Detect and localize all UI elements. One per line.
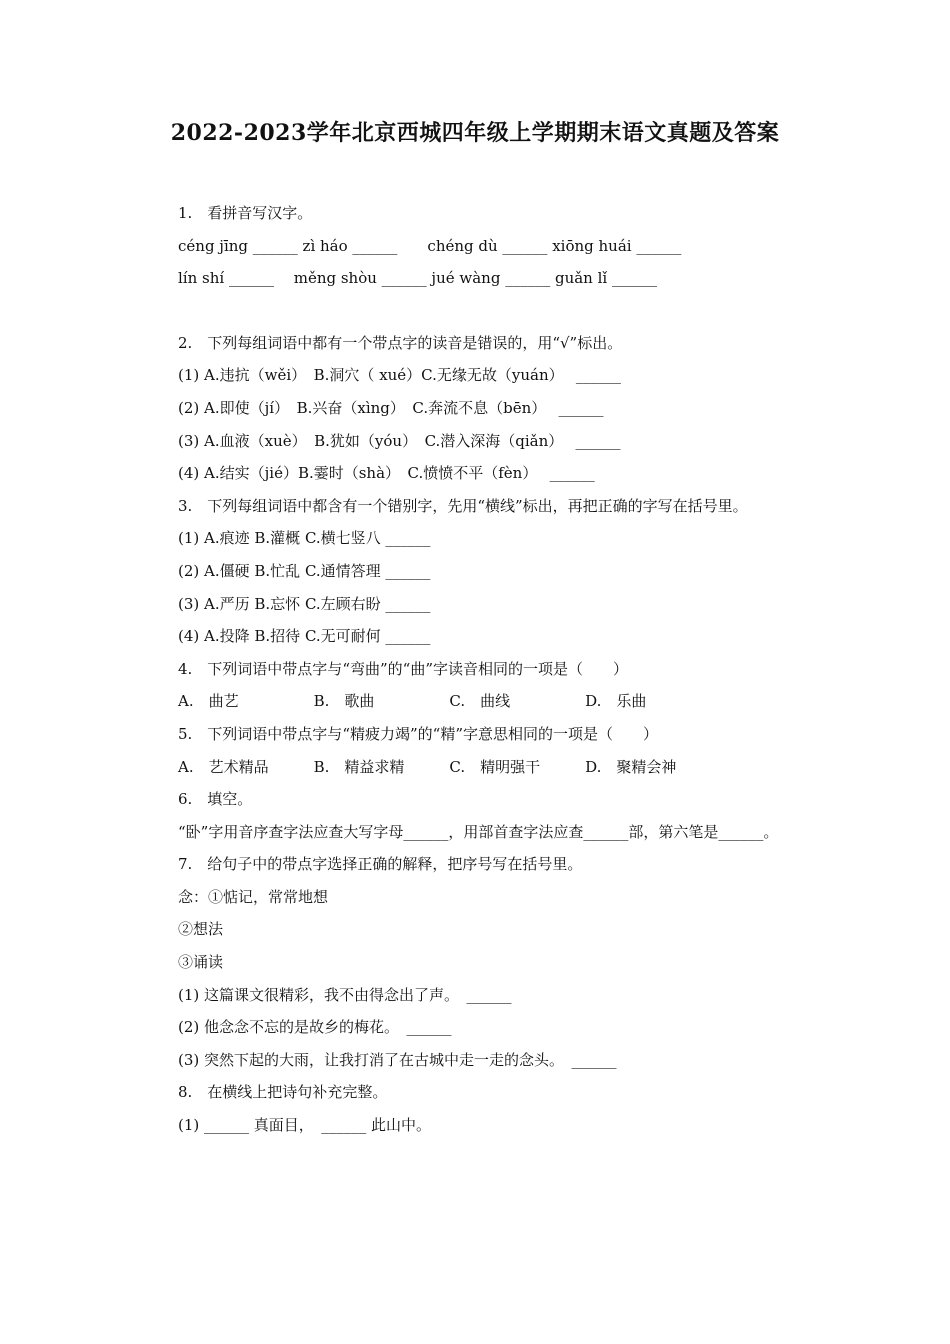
page-title: 2022-2023学年北京西城四年级上学期期末语文真题及答案	[170, 120, 780, 146]
question-2-item-4: (4) A.结实（jié）B.霎时（shà） C.愤愤不平（fèn） ______	[178, 464, 595, 483]
question-7-meaning-2: ②想法	[178, 920, 224, 939]
question-5-heading: 5. 下列词语中带点字与“精疲力竭”的“精”字意思相同的一项是（ ）	[178, 724, 658, 743]
question-7-meaning-1: 念：①惦记，常常地想	[178, 887, 329, 906]
question-7-item-2: (2) 他念念不忘的是故乡的梅花。 ______	[178, 1018, 452, 1037]
pinyin-row-2: lín shí ______ měng shòu ______ jué wàng ______ guǎn lǐ ______	[178, 269, 657, 288]
question-7-meaning-3: ③诵读	[178, 953, 224, 972]
question-3-item-2: (2) A.僵硬 B.忙乱 C.通情答理 ______	[178, 561, 431, 580]
question-2-item-1: (1) A.违抗（wěi） B.洞穴（ xué）C.无缘无故（yuán） ______	[178, 366, 621, 385]
question-8-heading: 8. 在横线上把诗句补充完整。	[178, 1083, 388, 1102]
exam-content	[178, 197, 800, 1142]
question-7-heading: 7. 给句子中的带点字选择正确的解释，把序号写在括号里。	[178, 855, 583, 874]
question-4-options: A. 曲艺 B. 歌曲 C. 曲线 D. 乐曲	[178, 692, 647, 711]
question-4-heading: 4. 下列词语中带点字与“弯曲”的“曲”字读音相同的一项是（ ）	[178, 659, 628, 678]
question-6-body: “卧”字用音序查字法应查大写字母______，用部首查字法应查______部，第六笔是______。	[178, 822, 779, 841]
question-7-item-1: (1) 这篇课文很精彩，我不由得念出了声。 ______	[178, 985, 512, 1004]
question-3-item-3: (3) A.严历 B.忘怀 C.左顾右盼 ______	[178, 594, 431, 613]
question-2-item-2: (2) A.即使（jí） B.兴奋（xìng） C.奔流不息（bēn） ______	[178, 398, 604, 417]
question-6-heading: 6. 填空。	[178, 790, 253, 809]
question-2-heading: 2. 下列每组词语中都有一个带点字的读音是错误的，用“√”标出。	[178, 333, 623, 352]
question-7-item-3: (3) 突然下起的大雨，让我打消了在古城中走一走的念头。 ______	[178, 1050, 617, 1069]
question-3-item-4: (4) A.投降 B.招待 C.无可耐何 ______	[178, 627, 431, 646]
pinyin-row-1: céng jīng ______ zì háo ______ chéng dù ______ xiōng huái ______	[178, 236, 682, 255]
question-5-options: A. 艺术精品 B. 精益求精 C. 精明强干 D. 聚精会神	[178, 757, 677, 776]
question-8-item-1: (1) ______ 真面目， ______ 此山中。	[178, 1116, 432, 1135]
question-3-heading: 3. 下列每组词语中都含有一个错别字，先用“横线”标出，再把正确的字写在括号里。	[178, 496, 748, 515]
question-2-item-3: (3) A.血液（xuè） B.犹如（yóu） C.潜入深海（qiǎn） ______	[178, 431, 621, 450]
question-1-heading: 1. 看拼音写汉字。	[178, 204, 313, 222]
question-3-item-1: (1) A.痕迹 B.灌概 C.横七竖八 ______	[178, 529, 431, 548]
